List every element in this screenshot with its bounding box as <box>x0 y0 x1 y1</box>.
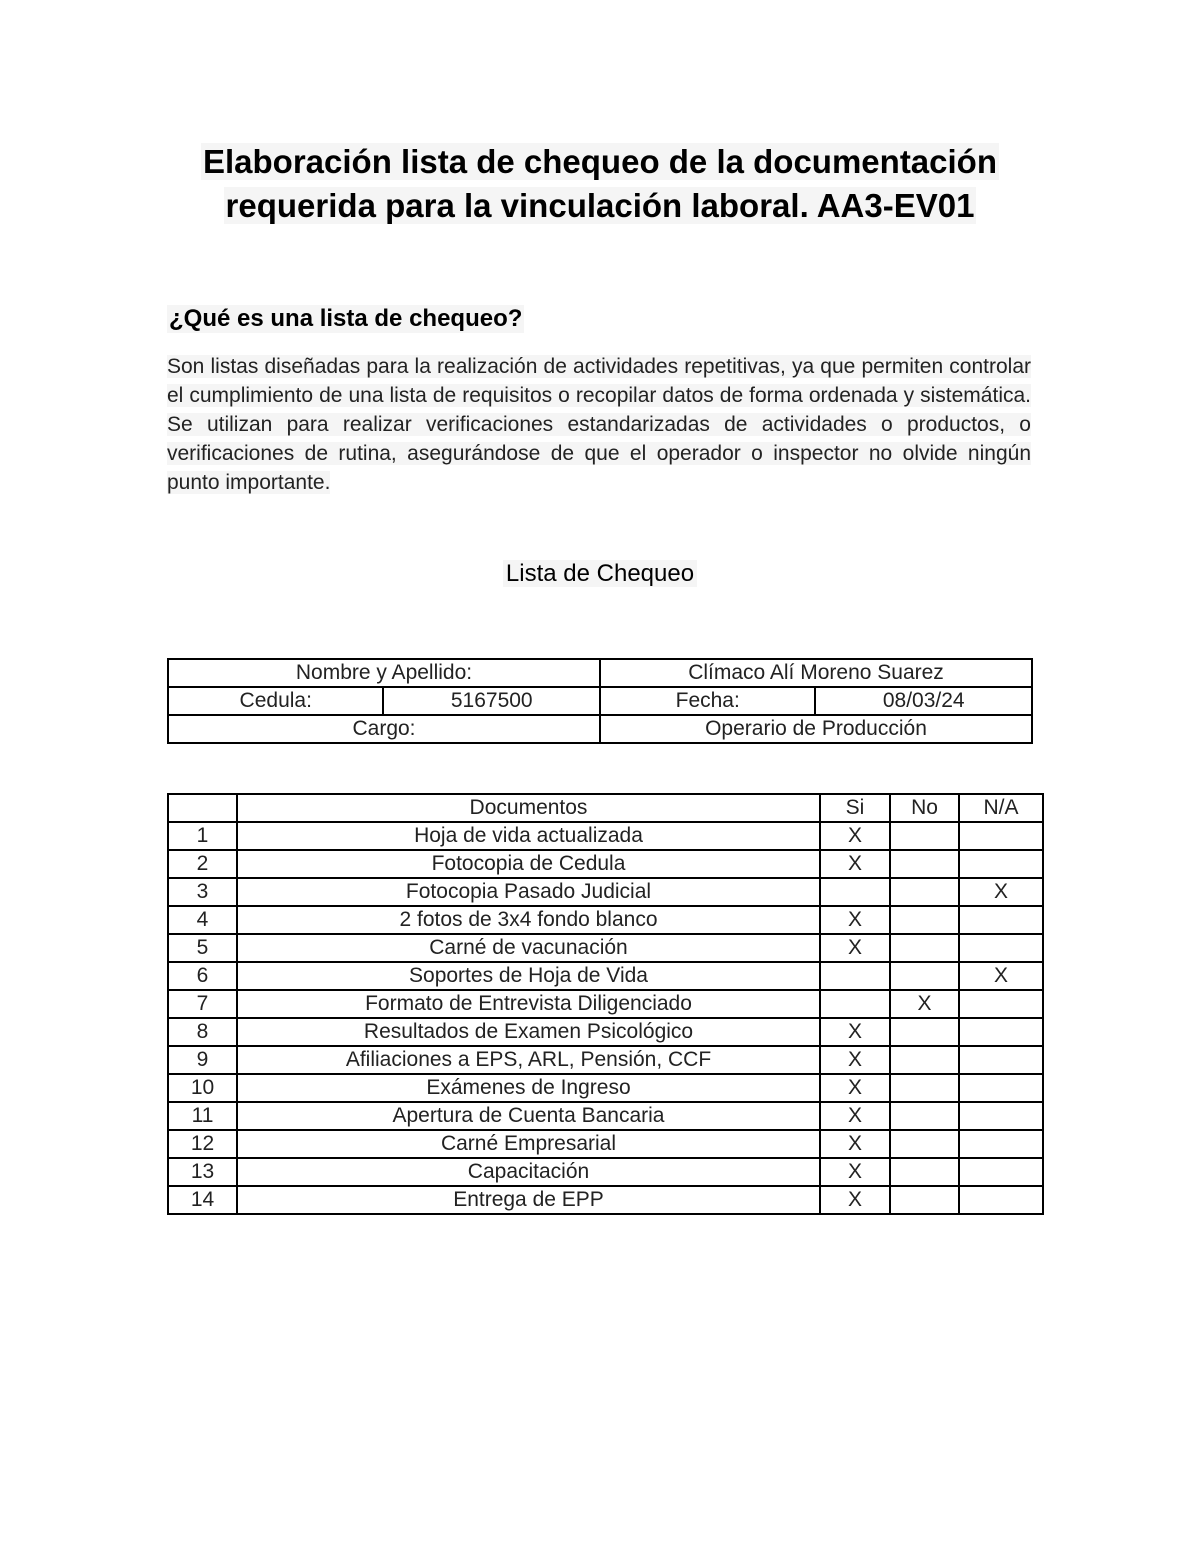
info-row-name <box>168 659 1032 687</box>
row-na <box>959 906 1043 934</box>
row-no <box>890 962 959 990</box>
table-row <box>168 906 1043 934</box>
table-row <box>168 1186 1043 1214</box>
title-line-2: requerida para la vinculación laboral. AA3-EV01 <box>225 187 975 224</box>
row-number: 14 <box>168 1186 237 1214</box>
row-number: 9 <box>168 1046 237 1074</box>
row-na <box>959 990 1043 1018</box>
row-no <box>890 1130 959 1158</box>
table-row <box>168 850 1043 878</box>
row-na: X <box>959 962 1043 990</box>
document-checklist-table <box>167 793 1044 1215</box>
date-value: 08/03/24 <box>815 687 1032 715</box>
row-number: 5 <box>168 934 237 962</box>
row-no <box>890 1186 959 1214</box>
header-number <box>168 794 237 822</box>
row-na <box>959 1158 1043 1186</box>
table-row <box>168 1130 1043 1158</box>
row-document: Hoja de vida actualizada <box>237 822 820 850</box>
table-row <box>168 1074 1043 1102</box>
row-document: 2 fotos de 3x4 fondo blanco <box>237 906 820 934</box>
row-document: Capacitación <box>237 1158 820 1186</box>
row-si: X <box>820 850 890 878</box>
row-si <box>820 878 890 906</box>
row-number: 2 <box>168 850 237 878</box>
row-no <box>890 1046 959 1074</box>
row-na <box>959 850 1043 878</box>
checklist-title-text: Lista de Chequeo <box>503 560 697 587</box>
row-si: X <box>820 1130 890 1158</box>
table-header-row <box>168 794 1043 822</box>
row-si: X <box>820 1074 890 1102</box>
header-documents: Documentos <box>237 794 820 822</box>
row-document: Apertura de Cuenta Bancaria <box>237 1102 820 1130</box>
table-row <box>168 878 1043 906</box>
name-label: Nombre y Apellido: <box>168 659 600 687</box>
row-document: Afiliaciones a EPS, ARL, Pensión, CCF <box>237 1046 820 1074</box>
row-document: Entrega de EPP <box>237 1186 820 1214</box>
row-no <box>890 822 959 850</box>
row-number: 13 <box>168 1158 237 1186</box>
row-number: 1 <box>168 822 237 850</box>
row-no <box>890 850 959 878</box>
row-no <box>890 1158 959 1186</box>
row-na: X <box>959 878 1043 906</box>
row-si: X <box>820 822 890 850</box>
row-no <box>890 1074 959 1102</box>
row-si: X <box>820 1046 890 1074</box>
table-row <box>168 1102 1043 1130</box>
row-document: Soportes de Hoja de Vida <box>237 962 820 990</box>
row-no <box>890 1102 959 1130</box>
row-si: X <box>820 1158 890 1186</box>
row-number: 6 <box>168 962 237 990</box>
row-number: 3 <box>168 878 237 906</box>
row-si: X <box>820 934 890 962</box>
date-label: Fecha: <box>600 687 815 715</box>
role-label: Cargo: <box>168 715 600 743</box>
row-no <box>890 1018 959 1046</box>
row-na <box>959 1074 1043 1102</box>
info-row-id-date <box>168 687 1032 715</box>
table-row <box>168 934 1043 962</box>
row-si: X <box>820 1018 890 1046</box>
role-value: Operario de Producción <box>600 715 1032 743</box>
id-value: 5167500 <box>383 687 600 715</box>
table-row <box>168 1046 1043 1074</box>
row-no <box>890 878 959 906</box>
table-row <box>168 1158 1043 1186</box>
row-no <box>890 906 959 934</box>
row-no: X <box>890 990 959 1018</box>
table-row <box>168 962 1043 990</box>
row-si: X <box>820 1186 890 1214</box>
row-na <box>959 822 1043 850</box>
checklist-title <box>0 560 1200 588</box>
header-na: N/A <box>959 794 1043 822</box>
table-row <box>168 1018 1043 1046</box>
row-si <box>820 962 890 990</box>
table-row <box>168 822 1043 850</box>
paragraph-text: Son listas diseñadas para la realización de actividades repetitivas, ya que permiten controlar el cumplimiento de una lista de requisitos o recopilar datos de forma ordenada y sistemática. Se utilizan para realizar verificaciones estandarizadas de actividades o productos, o verificaciones de rutina, asegurándose de que el operador o inspector no olvide ningún punto importante. <box>167 355 1031 494</box>
employee-info-table <box>167 658 1033 744</box>
id-label: Cedula: <box>168 687 383 715</box>
row-document: Fotocopia Pasado Judicial <box>237 878 820 906</box>
row-na <box>959 1130 1043 1158</box>
row-si: X <box>820 1102 890 1130</box>
table-row <box>168 990 1043 1018</box>
row-document: Resultados de Examen Psicológico <box>237 1018 820 1046</box>
row-number: 8 <box>168 1018 237 1046</box>
row-document: Carné Empresarial <box>237 1130 820 1158</box>
row-number: 7 <box>168 990 237 1018</box>
header-si: Si <box>820 794 890 822</box>
row-number: 12 <box>168 1130 237 1158</box>
row-document: Formato de Entrevista Diligenciado <box>237 990 820 1018</box>
header-no: No <box>890 794 959 822</box>
row-number: 10 <box>168 1074 237 1102</box>
row-no <box>890 934 959 962</box>
title-line-1: Elaboración lista de chequeo de la documentación <box>202 143 997 180</box>
row-document: Carné de vacunación <box>237 934 820 962</box>
section-heading: ¿Qué es una lista de chequeo? <box>169 305 523 332</box>
name-value: Clímaco Alí Moreno Suarez <box>600 659 1032 687</box>
row-document: Fotocopia de Cedula <box>237 850 820 878</box>
row-na <box>959 1018 1043 1046</box>
info-row-role <box>168 715 1032 743</box>
row-number: 11 <box>168 1102 237 1130</box>
section-paragraph <box>167 352 1031 497</box>
row-si: X <box>820 906 890 934</box>
row-na <box>959 1046 1043 1074</box>
row-na <box>959 934 1043 962</box>
row-si <box>820 990 890 1018</box>
row-na <box>959 1102 1043 1130</box>
row-number: 4 <box>168 906 237 934</box>
page-title <box>100 140 1100 228</box>
row-na <box>959 1186 1043 1214</box>
row-document: Exámenes de Ingreso <box>237 1074 820 1102</box>
